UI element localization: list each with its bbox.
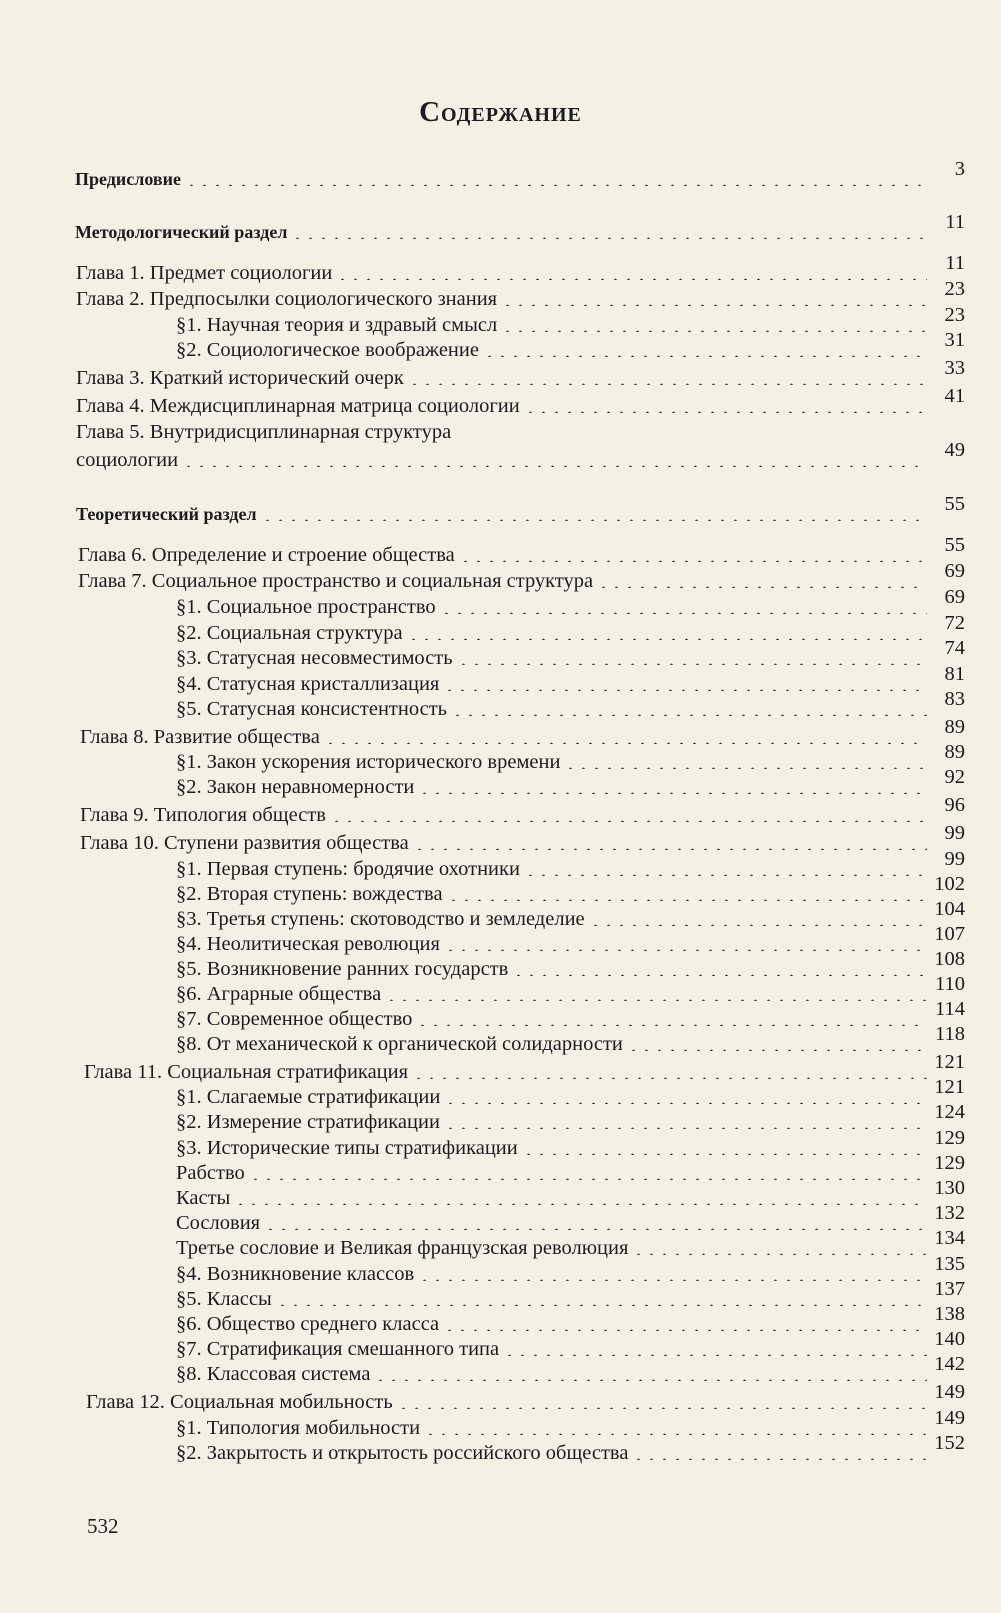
dot-leader bbox=[443, 1319, 927, 1331]
toc-page-number: 69 bbox=[944, 560, 965, 582]
toc-entry-title: §1. Закон ускорения исторического времени bbox=[176, 751, 561, 773]
toc-page-number: 89 bbox=[944, 716, 965, 738]
toc-page-number: 11 bbox=[945, 252, 965, 274]
toc-page-number: 41 bbox=[944, 385, 965, 407]
toc-entry-title: §4. Неолитическая революция bbox=[176, 933, 440, 955]
dot-leader bbox=[412, 1067, 927, 1079]
toc-entry-title: §2. Закрытость и открытость российского общества bbox=[176, 1442, 629, 1464]
toc-page-number: 81 bbox=[944, 663, 965, 685]
toc-entry-title: §2. Закон неравномерности bbox=[176, 776, 415, 798]
toc-page-number: 92 bbox=[944, 766, 965, 788]
dot-leader bbox=[524, 864, 927, 876]
dot-leader bbox=[589, 914, 927, 926]
toc-entry-title: Глава 8. Развитие общества bbox=[80, 726, 320, 748]
toc-entry bbox=[176, 1278, 965, 1311]
toc-entry bbox=[176, 973, 965, 1006]
toc-entry-title: Глава 4. Междисциплинарная матрица социологии bbox=[76, 395, 520, 417]
toc-entry bbox=[78, 560, 965, 593]
dot-leader bbox=[234, 1193, 927, 1205]
dot-leader bbox=[457, 653, 927, 665]
dot-leader bbox=[249, 1168, 927, 1180]
dot-leader bbox=[291, 227, 927, 239]
toc-page-number: 152 bbox=[934, 1432, 965, 1454]
toc-page-number: 89 bbox=[944, 741, 965, 763]
toc-entry bbox=[80, 822, 965, 855]
dot-leader bbox=[443, 679, 927, 691]
toc-page-number: 11 bbox=[945, 211, 965, 233]
dot-leader bbox=[597, 576, 927, 588]
toc-page-number: 129 bbox=[934, 1127, 965, 1149]
toc-entry-title: §3. Исторические типы стратификации bbox=[176, 1137, 518, 1159]
toc-page-number: 134 bbox=[934, 1227, 965, 1249]
dot-leader bbox=[330, 810, 927, 822]
toc-page-number: 31 bbox=[944, 329, 965, 351]
toc-page-number: 118 bbox=[935, 1023, 965, 1045]
dot-leader bbox=[447, 889, 927, 901]
toc-entry-title: Глава 10. Ступени развития общества bbox=[80, 832, 409, 854]
toc-page-number: 69 bbox=[944, 586, 965, 608]
toc-entry bbox=[176, 688, 965, 721]
page-title: Содержание bbox=[419, 96, 582, 128]
dot-leader bbox=[524, 401, 927, 413]
toc-page-number: 55 bbox=[944, 493, 965, 515]
toc-entry-title: §7. Современное общество bbox=[176, 1008, 413, 1030]
toc-page-number: 149 bbox=[934, 1407, 965, 1429]
toc-page-number: 135 bbox=[934, 1253, 965, 1275]
toc-entry-title: Сословия bbox=[176, 1212, 261, 1234]
toc-entry bbox=[176, 1432, 965, 1465]
toc-entry bbox=[76, 420, 965, 472]
toc-entry bbox=[176, 304, 965, 337]
toc-entry bbox=[176, 1127, 965, 1160]
toc-page-number: 138 bbox=[934, 1303, 965, 1325]
toc-entry bbox=[176, 1202, 965, 1235]
toc-entry bbox=[176, 1177, 965, 1210]
toc-entry-title: §2. Измерение стратификации bbox=[176, 1111, 440, 1133]
toc-entry bbox=[75, 158, 965, 191]
toc-entry-title: Глава 7. Социальное пространство и социальная структура bbox=[78, 570, 594, 592]
toc-page-number: 140 bbox=[934, 1328, 965, 1350]
toc-entry bbox=[176, 637, 965, 670]
toc-page-number: 99 bbox=[944, 848, 965, 870]
toc-entry bbox=[176, 923, 965, 956]
dot-leader bbox=[503, 1344, 927, 1356]
toc-entry-title: §2. Вторая ступень: вождества bbox=[176, 883, 443, 905]
toc-entry bbox=[76, 385, 965, 418]
toc-entry-title: Предисловие bbox=[75, 169, 181, 189]
toc-entry bbox=[78, 534, 965, 567]
toc-entry-title: §6. Аграрные общества bbox=[176, 983, 382, 1005]
toc-page-number: 124 bbox=[934, 1101, 965, 1123]
toc-entry bbox=[176, 873, 965, 906]
toc-entry-title: Глава 11. Социальная стратификация bbox=[84, 1061, 409, 1083]
dot-leader bbox=[632, 1243, 927, 1255]
toc-entry-title: §5. Классы bbox=[176, 1288, 272, 1310]
dot-leader bbox=[564, 757, 927, 769]
toc-entry-title: Касты bbox=[176, 1187, 231, 1209]
toc-page-number: 55 bbox=[944, 534, 965, 556]
toc-entry bbox=[76, 252, 965, 285]
toc-page-number: 104 bbox=[934, 898, 965, 920]
dot-leader bbox=[413, 838, 927, 850]
page-number: 532 bbox=[87, 1514, 119, 1538]
toc-entry-title: §3. Третья ступень: скотоводство и земледелие bbox=[176, 908, 585, 930]
toc-entry-title: §7. Стратификация смешанного типа bbox=[176, 1338, 500, 1360]
toc-entry-title: §8. От механической к органической солидарности bbox=[176, 1033, 623, 1055]
toc-entry-title: Глава 9. Типология обществ bbox=[80, 804, 326, 826]
toc-page-number: 114 bbox=[935, 998, 965, 1020]
dot-leader bbox=[440, 602, 927, 614]
toc-entry bbox=[176, 1328, 965, 1361]
dot-leader bbox=[451, 704, 927, 716]
toc-entry-title: §4. Возникновение классов bbox=[176, 1263, 415, 1285]
dot-leader bbox=[385, 989, 927, 1001]
toc-entry bbox=[176, 998, 965, 1031]
toc-entry-title: Методологический раздел bbox=[75, 222, 288, 242]
dot-leader bbox=[261, 509, 927, 521]
toc-entry-title: §2. Социальная структура bbox=[176, 622, 403, 644]
toc-entry-title: Глава 1. Предмет социологии bbox=[76, 262, 333, 284]
toc-page-number: 110 bbox=[935, 973, 965, 995]
toc-entry-title: §1. Типология мобильности bbox=[176, 1417, 421, 1439]
dot-leader bbox=[444, 1092, 927, 1104]
dot-leader bbox=[324, 732, 927, 744]
dot-leader bbox=[416, 1014, 927, 1026]
dot-leader bbox=[276, 1294, 927, 1306]
toc-entry bbox=[176, 612, 965, 645]
toc-page-number: 121 bbox=[934, 1076, 965, 1098]
toc-page-number: 108 bbox=[934, 948, 965, 970]
toc-entry-title: Глава 3. Краткий исторический очерк bbox=[76, 367, 404, 389]
toc-page-number: 142 bbox=[934, 1353, 965, 1375]
toc-entry bbox=[176, 1253, 965, 1286]
dot-leader bbox=[374, 1369, 927, 1381]
toc-entry bbox=[176, 1353, 965, 1386]
toc-entry-title-continued: социологии bbox=[76, 449, 179, 471]
toc-entry-title: Третье сословие и Великая французская революция bbox=[176, 1237, 629, 1259]
dot-leader bbox=[418, 782, 927, 794]
toc-entry-title: §5. Статусная консистентность bbox=[176, 698, 448, 720]
toc-entry-title: Глава 6. Определение и строение общества bbox=[78, 544, 455, 566]
toc-page-number: 72 bbox=[944, 612, 965, 634]
dot-leader bbox=[408, 373, 927, 385]
toc-entry-title: §1. Социальное пространство bbox=[176, 596, 436, 618]
toc-page-number: 23 bbox=[944, 304, 965, 326]
dot-leader bbox=[182, 455, 927, 467]
toc-entry bbox=[84, 1051, 965, 1084]
dot-leader bbox=[501, 294, 927, 306]
dot-leader bbox=[501, 320, 927, 332]
toc-page-number: 96 bbox=[944, 794, 965, 816]
toc-entry bbox=[176, 1303, 965, 1336]
toc-entry-title: Глава 12. Социальная мобильность bbox=[86, 1391, 393, 1413]
dot-leader bbox=[407, 628, 927, 640]
toc-entry-title: Глава 2. Предпосылки социологического знания bbox=[76, 288, 498, 310]
toc-entry bbox=[176, 663, 965, 696]
dot-leader bbox=[632, 1448, 927, 1460]
toc-entry bbox=[176, 1101, 965, 1134]
toc-entry bbox=[176, 741, 965, 774]
dot-leader bbox=[444, 1117, 927, 1129]
toc-page-number: 129 bbox=[934, 1152, 965, 1174]
toc-page-number: 130 bbox=[934, 1177, 965, 1199]
dot-leader bbox=[459, 550, 927, 562]
toc-entry bbox=[76, 357, 965, 390]
toc-entry-title: Рабство bbox=[176, 1162, 245, 1184]
toc-entry-title: §8. Классовая система bbox=[176, 1363, 371, 1385]
toc-entry bbox=[176, 898, 965, 931]
toc-entry-title: §1. Научная теория и здравый смысл bbox=[176, 314, 498, 336]
dot-leader bbox=[336, 268, 927, 280]
toc-entry bbox=[176, 1023, 965, 1056]
toc-entry-title: §1. Первая ступень: бродячие охотники bbox=[176, 858, 520, 880]
toc-page-number: 121 bbox=[934, 1051, 965, 1073]
toc-page-number: 33 bbox=[944, 357, 965, 379]
toc-entry bbox=[80, 794, 965, 827]
toc-entry bbox=[76, 278, 965, 311]
toc-page-number: 23 bbox=[944, 278, 965, 300]
toc-entry-title: Теоретический раздел bbox=[76, 504, 257, 524]
toc-page-number: 132 bbox=[934, 1202, 965, 1224]
dot-leader bbox=[512, 964, 927, 976]
dot-leader bbox=[418, 1269, 927, 1281]
toc-page-number: 137 bbox=[934, 1278, 965, 1300]
dot-leader bbox=[424, 1423, 927, 1435]
toc-entry-title: §5. Возникновение ранних государств bbox=[176, 958, 509, 980]
dot-leader bbox=[522, 1143, 927, 1155]
toc-entry bbox=[76, 493, 965, 526]
toc-page-number: 74 bbox=[944, 637, 965, 659]
toc-entry-title: §3. Статусная несовместимость bbox=[176, 647, 453, 669]
toc-page-number: 83 bbox=[944, 688, 965, 710]
toc-entry bbox=[176, 586, 965, 619]
toc-entry bbox=[86, 1381, 965, 1414]
toc-entry bbox=[176, 766, 965, 799]
toc-entry bbox=[176, 948, 965, 981]
toc-entry-title: §6. Общество среднего класса bbox=[176, 1313, 440, 1335]
toc-page-number: 3 bbox=[954, 158, 965, 180]
toc-entry bbox=[176, 1227, 965, 1260]
toc-page-number: 49 bbox=[944, 439, 965, 461]
toc-entry bbox=[176, 329, 965, 362]
toc-entry bbox=[176, 848, 965, 881]
toc-page-number: 107 bbox=[934, 923, 965, 945]
dot-leader bbox=[483, 345, 927, 357]
toc-entry-title: §1. Слагаемые стратификации bbox=[176, 1086, 441, 1108]
dot-leader bbox=[627, 1039, 927, 1051]
toc-entry-title: §4. Статусная кристаллизация bbox=[176, 673, 440, 695]
toc-entry bbox=[80, 716, 965, 749]
dot-leader bbox=[444, 939, 927, 951]
dot-leader bbox=[264, 1218, 927, 1230]
toc-page-number: 102 bbox=[934, 873, 965, 895]
dot-leader bbox=[397, 1397, 927, 1409]
toc-entry-title: Глава 5. Внутридисциплинарная структура bbox=[76, 421, 452, 443]
toc-page-number: 149 bbox=[934, 1381, 965, 1403]
toc-entry bbox=[176, 1407, 965, 1440]
dot-leader bbox=[185, 174, 927, 186]
toc-entry bbox=[176, 1152, 965, 1185]
toc-entry bbox=[75, 211, 965, 244]
toc-entry bbox=[176, 1076, 965, 1109]
toc-entry-title: §2. Социологическое воображение bbox=[176, 339, 479, 361]
toc-page-number: 99 bbox=[944, 822, 965, 844]
